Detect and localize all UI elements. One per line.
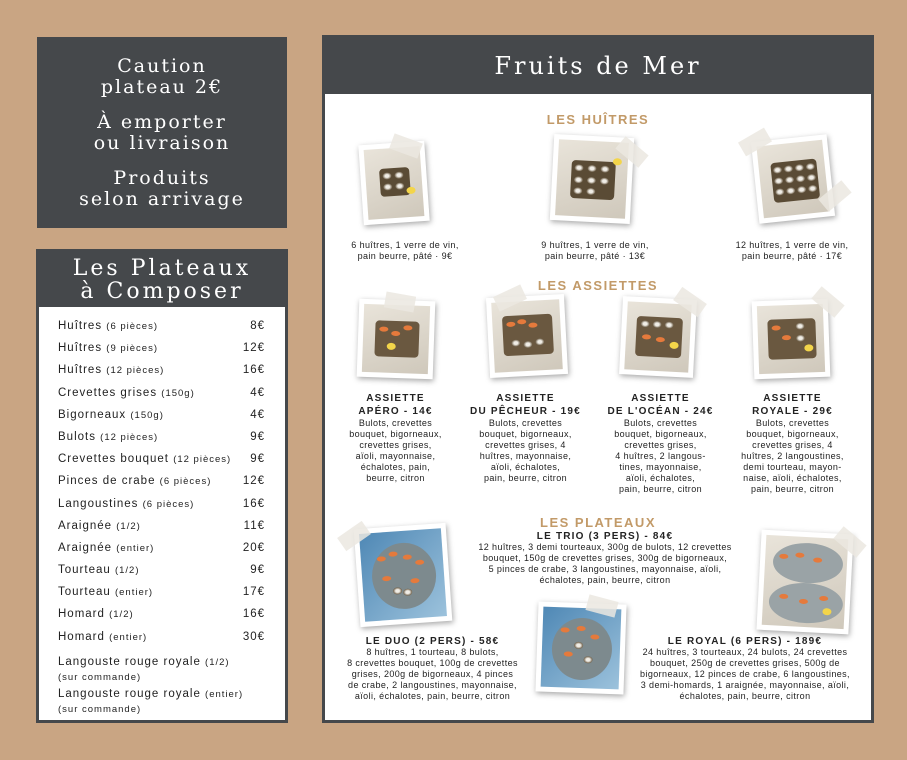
trio-desc: 12 huîtres, 3 demi tourteaux, 300g de bulots, 12 crevettes bouquet, 150g de crevettes grises, 300g de bigorneaux, 5 pinces de crabe, 3 langoustines, mayonnaise, aïoli, échalotes, pain, beurre, citron [478,542,732,585]
item-price: 16€ [242,608,265,621]
produits-text: Produits selon arrivage [79,166,245,210]
item-label: Bulots (12 pièces) [58,430,159,443]
assiette-apero-photo [357,299,436,380]
price-row [58,453,265,475]
price-row [58,431,265,453]
fruits-de-mer-panel [322,35,874,723]
royal-title: LE ROYAL (6 PERS) - 189€ [667,636,823,647]
royal-desc: 24 huîtres, 3 tourteaux, 24 bulots, 24 crevettes bouquet, 250g de crevettes grises, 500g de bigorneaux, 12 pinces de crabe, 6 langoustines, 3 demi-homards, 1 araignée, mayonnaise, aïoli, échalotes, pain, beurre, citron [640,647,850,701]
caution-text: Caution plateau 2€ [100,54,224,98]
item-label: Homard (1/2) [58,608,134,621]
trio-block [445,531,765,586]
plateaux-a-composer-panel [36,249,288,723]
item-price: 12€ [242,342,265,355]
price-row [58,608,265,630]
item-price: 9€ [250,564,265,577]
item-label: Bigorneaux (150g) [58,408,164,421]
item-price: 8€ [250,320,265,332]
price-row [58,364,265,386]
duo-block [335,636,530,702]
huitres-12-photo [751,134,835,223]
item-price: 9€ [250,430,265,443]
item-label: Crevettes bouquet (12 pièces) [58,453,232,466]
huitres-section-title: LES HUÎTRES [546,112,650,127]
price-row [58,320,265,342]
item-label: Araignée (entier) [58,541,155,554]
price-row [58,542,265,564]
price-row [58,409,265,431]
item-price: 20€ [242,541,265,554]
item-price: 9€ [250,453,265,466]
price-row [58,520,265,542]
item-price: 16€ [242,364,265,377]
price-row [58,564,265,586]
price-row [58,342,265,364]
trio-title: LE TRIO (3 PERS) - 84€ [536,531,674,542]
royal-photo [756,530,853,635]
price-list [39,307,285,717]
item-label: Langoustines (6 pièces) [58,497,195,510]
plateaux-section-title: LES PLATEAUX [540,515,656,530]
emporter-text: À emporter ou livraison [93,110,231,154]
assiette-caption: ASSIETTE DE L'OCÉAN - 24€ Bulots, crevettes bouquet, bigorneaux, crevettes grises, 4 huîtres, 2 langous- tines, mayonnaise, aïoli, échalotes, pain, beurre, citron [607,393,714,494]
duo-photo [354,523,453,627]
item-price: 4€ [250,386,265,399]
info-box [37,37,287,228]
item-label: Tourteau (entier) [58,586,154,599]
assiette-caption: ASSIETTE APÉRO - 14€ Bulots, crevettes bouquet, bigorneaux, crevettes grises, aïoli, mayonnaise, échalotes, pain, beurre, citron [349,393,442,483]
huitres-6-caption: 6 huîtres, 1 verre de vin, pain beurre, pâté · 9€ [351,240,459,261]
menu-title: Fruits de Mer [325,38,871,94]
price-row [58,631,265,653]
item-label: Tourteau (1/2) [58,564,140,577]
royal-block [630,636,860,702]
item-price: 11€ [243,519,265,532]
price-note: Langouste rouge royale (1/2) (sur commande) [58,655,230,683]
plateaux-a-composer-title: Les Plateaux à Composer [39,252,285,307]
duo-desc: 8 huîtres, 1 tourteau, 8 bulots, 8 crevettes bouquet, 100g de crevettes grises, 200g de bigorneaux, 4 pinces de crabe, 2 langoustines, mayonnaise, aïoli, échalotes, pain, beurre, citron [347,647,518,701]
item-label: Huîtres (6 pièces) [58,320,158,332]
duo-title: LE DUO (2 PERS) - 58€ [365,636,500,647]
item-price: 17€ [242,586,265,599]
assiette-caption: ASSIETTE ROYALE - 29€ Bulots, crevettes bouquet, bigorneaux, crevettes grises, 4 huîtres, 2 langoustines, demi tourteau, mayon- naise, aïoli, échalotes, pain, beurre, citron [741,393,844,494]
huitres-12-caption: 12 huîtres, 1 verre de vin, pain beurre, pâté · 17€ [735,240,849,261]
item-label: Araignée (1/2) [58,519,141,532]
item-price: 4€ [250,408,265,421]
item-label: Huîtres (12 pièces) [58,364,165,377]
price-row [58,586,265,608]
item-price: 16€ [242,497,265,510]
assiettes-section-title: LES ASSIETTES [537,278,659,293]
item-price: 12€ [242,475,265,488]
price-row [58,387,265,409]
price-row [58,498,265,520]
item-label: Homard (entier) [58,630,148,643]
item-label: Pinces de crabe (6 pièces) [58,475,212,488]
assiette-royale-photo [752,299,831,380]
item-label: Crevettes grises (150g) [58,386,195,399]
price-note: Langouste rouge royale (entier) (sur commande) [58,687,244,715]
assiette-caption: ASSIETTE DU PÊCHEUR - 19€ Bulots, crevettes bouquet, bigorneaux, crevettes grises, 4 huîtres, mayonnaise, aïoli, échalotes, pain, beurre, citron [470,393,581,483]
price-row [58,475,265,497]
item-price: 30€ [242,630,265,643]
huitres-9-caption: 9 huîtres, 1 verre de vin, pain beurre, pâté · 13€ [541,240,649,261]
item-label: Huîtres (9 pièces) [58,342,158,355]
